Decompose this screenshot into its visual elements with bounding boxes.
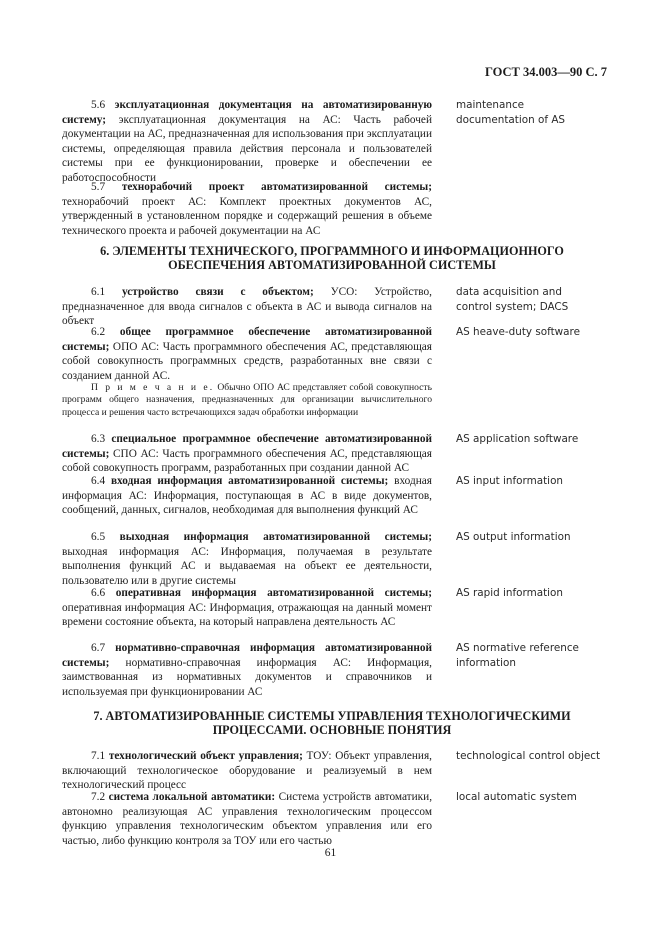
entry-term: технологический объект управления; — [108, 750, 303, 762]
english-equivalent: AS normative reference information — [456, 642, 579, 669]
english-equivalent: AS rapid information — [456, 587, 563, 599]
term-entry-6-1 — [62, 285, 432, 329]
note-text: Обычно ОПО АС представляет собой совокупность программ общего назначения, предназначенных для организации вычислительного процесса и решения часто встречающихся задач обработки информации — [62, 382, 432, 418]
entry-term: система локальной автоматики: — [108, 791, 276, 803]
note-label: П р и м е ч а н и е. — [91, 382, 215, 393]
page-number: 61 — [324, 847, 337, 859]
entry-definition: входная информация АС: Информация, поступающая в АС в виде документов, сообщений, данных, сигналов, необходимая для выполнения функций АС — [62, 475, 432, 517]
entry-number: 5.7 — [91, 181, 106, 193]
entry-number: 7.2 — [91, 791, 106, 803]
entry-definition: эксплуатационная документация на АС: Часть рабочей документации на АС, предназначенная для использования при эксплуатации системы, определяющая правила действия персонала и пользователей системы при ее функционировании, проверке и обеспечении ее работоспособности — [62, 113, 432, 184]
term-entry-6-5 — [62, 530, 432, 588]
entry-number: 7.1 — [91, 750, 106, 762]
entry-term: технорабочий проект автоматизированной системы; — [121, 181, 433, 193]
english-equivalent: local automatic system — [456, 791, 577, 803]
entry-definition: технорабочий проект АС: Комплект проектных документов АС, утвержденный в установленном порядке и содержащий решения в объеме технического проекта и рабочей документации на АС — [62, 195, 432, 237]
entry-term: оперативная информация автоматизированной системы; — [115, 587, 432, 599]
entry-definition: оперативная информация АС: Информация, отражающая на данный момент времени состояние объекта, на который направлена деятельность АС — [62, 601, 432, 629]
entry-number: 6.4 — [91, 475, 106, 487]
english-equivalent: AS input information — [456, 475, 564, 487]
english-equivalent: AS application software — [456, 433, 579, 445]
entry-term: нормативно-справочная информация автоматизированной системы; — [62, 642, 432, 669]
entry-definition: выходная информация АС: Информация, получаемая в результате выполнения функций АС и выдаваемая на объект ее деятельности, пользователю или в другие системы — [62, 545, 432, 587]
entry-number: 6.1 — [91, 286, 106, 298]
entry-number: 6.3 — [91, 433, 106, 445]
english-equivalent: technological control object — [456, 750, 601, 762]
entry-definition: нормативно-справочная информация АС: Информация, заимствованная из нормативных документов и справочников и используемая при функционировании АС — [62, 656, 432, 698]
section-heading: 7. АВТОМАТИЗИРОВАННЫЕ СИСТЕМЫ УПРАВЛЕНИЯ ТЕХНОЛОГИЧЕСКИМИ ПРОЦЕССАМИ. ОСНОВНЫЕ ПОНЯТИЯ — [93, 709, 571, 737]
section-heading: 6. ЭЛЕМЕНТЫ ТЕХНИЧЕСКОГО, ПРОГРАММНОГО И ИНФОРМАЦИОННОГО ОБЕСПЕЧЕНИЯ АВТОМАТИЗИРОВАННОЙ СИСТЕМЫ — [100, 244, 564, 272]
term-entry-6-6 — [62, 586, 432, 630]
entry-term: устройство связи с объектом; — [121, 286, 314, 298]
english-equivalent: maintenance documentation of AS — [456, 99, 566, 126]
entry-definition: Система устройств автоматики, автономно реализующая АС управления технологическим процессом функцию управления технологическим объектом управления или его частью, либо функцию контроля за ТОУ или его частью — [62, 791, 433, 847]
english-equivalent: data acquisition and control system; DACS — [456, 286, 569, 313]
term-entry-7-1 — [62, 749, 432, 793]
entry-term: выходная информация автоматизированной системы; — [119, 531, 432, 543]
entry-definition: СПО АС: Часть программного обеспечения АС, представляющая собой совокупность программ, разработанных при создании данной АС — [62, 447, 432, 475]
term-entry-6-7 — [62, 641, 432, 699]
entry-definition: ОПО АС: Часть программного обеспечения АС, представляющая собой совокупность программных средств, разработанных вне связи с созданием данной АС. — [62, 340, 432, 382]
english-equivalent: AS heave-duty software — [456, 326, 580, 338]
entry-number: 6.6 — [91, 587, 106, 599]
entry-term: входная информация автоматизированной системы; — [110, 475, 389, 487]
page-header: ГОСТ 34.003—90 С. 7 — [484, 65, 607, 79]
entry-term: общее программное обеспечение автоматизированной системы; — [62, 326, 433, 353]
term-entry-6-3 — [62, 432, 432, 476]
english-equivalent: AS output information — [456, 531, 571, 543]
entry-number: 6.7 — [91, 642, 106, 654]
note — [62, 382, 432, 419]
term-entry-5-7 — [62, 180, 432, 238]
term-entry-6-2 — [62, 325, 432, 383]
entry-definition: УСО: Устройство, предназначенное для ввода сигналов с объекта в АС и вывода сигналов на объект — [62, 286, 432, 328]
entry-number: 5.6 — [91, 99, 106, 111]
entry-term: специальное программное обеспечение автоматизированной системы; — [62, 433, 432, 460]
entry-term: эксплуатационная документация на автоматизированную систему; — [62, 99, 432, 126]
entry-number: 6.2 — [91, 326, 106, 338]
term-entry-6-4 — [62, 474, 432, 518]
entry-definition: ТОУ: Объект управления, включающий технологическое оборудование и реализуемый в нем технологический процесс — [62, 750, 432, 792]
term-entry-5-6 — [62, 98, 432, 186]
term-entry-7-2 — [62, 790, 432, 848]
entry-number: 6.5 — [91, 531, 106, 543]
